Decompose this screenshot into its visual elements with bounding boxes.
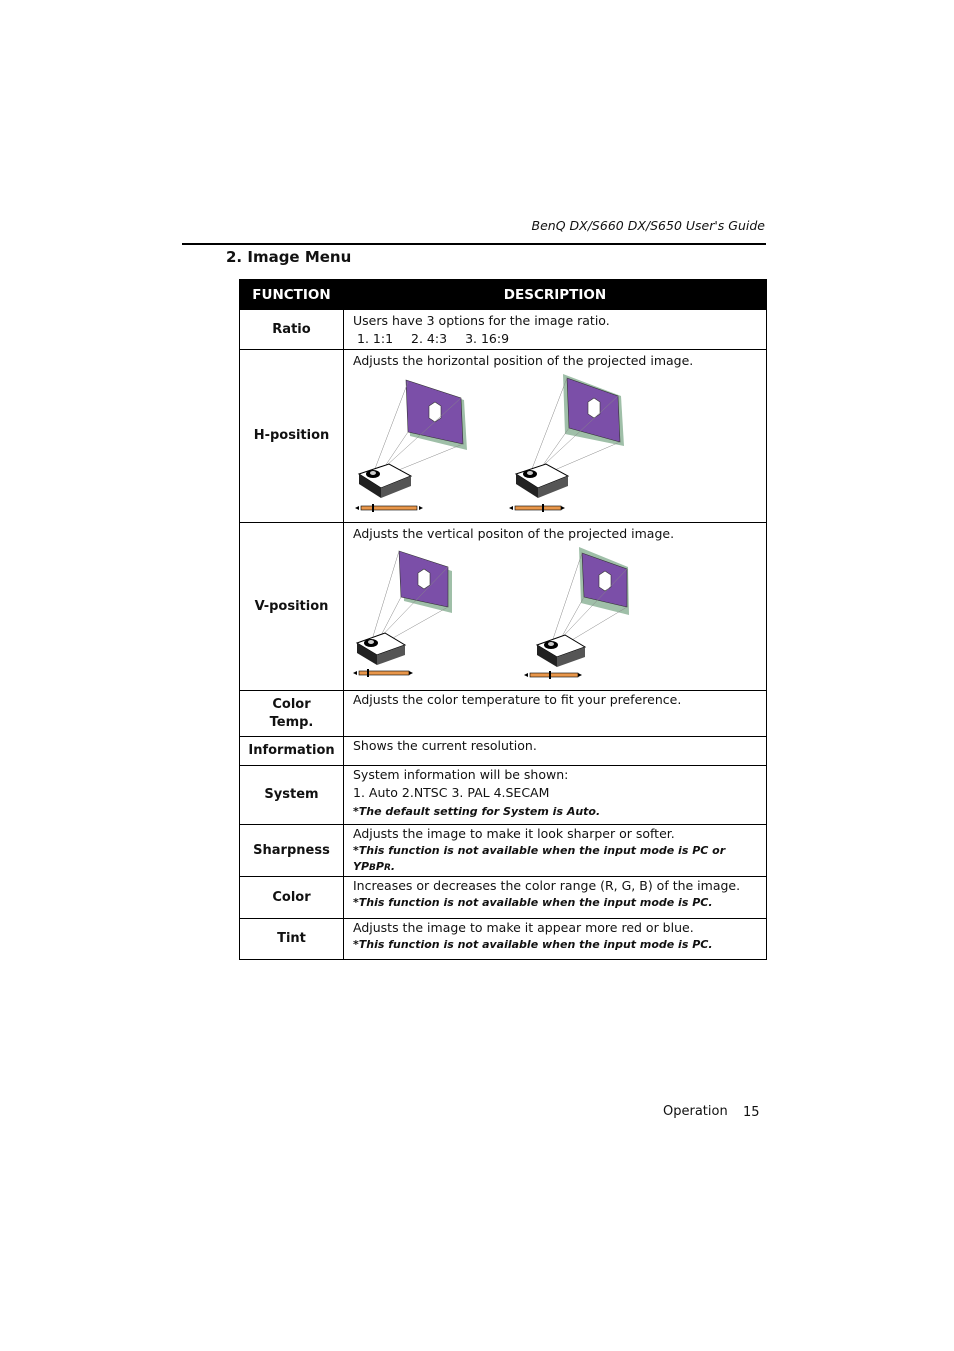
row-sharpness — [240, 825, 767, 877]
vposition-right-figure — [524, 547, 629, 679]
sharpness-note: *This function is not available when the input mode is PC or YPBPR. — [353, 844, 726, 873]
page-number: 15 — [743, 1105, 760, 1120]
fn-hposition: H-position — [240, 350, 344, 523]
color-desc: Increases or decreases the color range (R, G, B) of the image. — [353, 878, 741, 893]
header-rule — [182, 243, 766, 245]
color-note: *This function is not available when the input mode is PC. — [353, 896, 713, 909]
row-color — [240, 877, 767, 919]
hposition-right-figure — [509, 374, 624, 512]
fn-system: System — [240, 766, 344, 825]
fn-information: Information — [240, 737, 344, 766]
desc-tint — [344, 919, 767, 960]
desc-hposition — [344, 350, 767, 523]
desc-color — [344, 877, 767, 919]
fn-colortemp — [240, 691, 344, 737]
row-ratio — [240, 310, 767, 350]
row-system — [240, 766, 767, 825]
ratio-options — [353, 330, 766, 348]
row-hposition — [240, 350, 767, 523]
colortemp-name-line1: Color — [272, 696, 311, 712]
section-title: 2. Image Menu — [226, 248, 352, 266]
ratio-option-1: 1. 1:1 — [357, 331, 394, 346]
fn-vposition: V-position — [240, 523, 344, 691]
footer-section-label: Operation — [663, 1104, 728, 1119]
row-colortemp — [240, 691, 767, 737]
desc-system — [344, 766, 767, 825]
desc-vposition — [344, 523, 767, 691]
system-options: 1. Auto 2.NTSC 3. PAL 4.SECAM — [353, 785, 550, 800]
row-information — [240, 737, 767, 766]
table-header-row — [240, 280, 767, 310]
fn-ratio: Ratio — [240, 310, 344, 350]
ratio-desc: Users have 3 options for the image ratio. — [353, 313, 610, 328]
vposition-left-figure — [353, 551, 452, 677]
desc-sharpness — [344, 825, 767, 877]
system-desc: System information will be shown: — [353, 767, 569, 782]
fn-tint: Tint — [240, 919, 344, 960]
col-description-header: DESCRIPTION — [344, 280, 767, 310]
hposition-desc: Adjusts the horizontal position of the projected image. — [353, 353, 694, 368]
vposition-desc: Adjusts the vertical positon of the projected image. — [353, 526, 675, 541]
ratio-option-3: 3. 16:9 — [465, 331, 510, 346]
desc-ratio — [344, 310, 767, 350]
desc-information: Shows the current resolution. — [344, 737, 767, 766]
hposition-left-figure — [355, 380, 467, 512]
colortemp-name-line2: Temp. — [269, 714, 314, 730]
sharpness-desc: Adjusts the image to make it look sharper or softer. — [353, 826, 675, 841]
image-menu-table — [239, 279, 767, 960]
row-vposition — [240, 523, 767, 691]
guide-title: BenQ DX/S660 DX/S650 User's Guide — [531, 218, 765, 233]
vposition-illustration — [353, 543, 753, 688]
fn-sharpness: Sharpness — [240, 825, 344, 877]
col-function-header: FUNCTION — [240, 280, 344, 310]
hposition-illustration — [353, 370, 753, 520]
fn-color: Color — [240, 877, 344, 919]
desc-colortemp: Adjusts the color temperature to fit your preference. — [344, 691, 767, 737]
row-tint — [240, 919, 767, 960]
ratio-option-2: 2. 4:3 — [411, 331, 448, 346]
system-note: *The default setting for System is Auto. — [353, 805, 601, 818]
tint-desc: Adjusts the image to make it appear more red or blue. — [353, 920, 694, 935]
tint-note: *This function is not available when the input mode is PC. — [353, 938, 713, 951]
